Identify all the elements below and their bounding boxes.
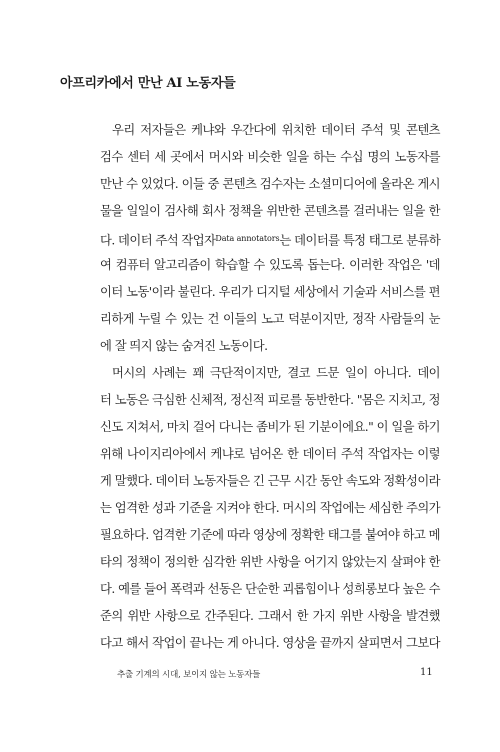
paragraph-1-line-1: 우리 저자들은 케냐와 우간다에 위치한 데이터 주석 및 콘텐츠 <box>112 123 440 137</box>
paragraph-2-line-6: 는 엄격한 성과 기준을 지켜야 한다. 머시의 작업에는 세심한 주의가 <box>100 501 440 515</box>
section-heading: 아프리카에서 만난 AI 노동자들 <box>60 76 236 91</box>
line-5-text-before: 다. 데이터 주석 작업자 <box>100 233 216 248</box>
paragraph-1-line-4: 물을 일일이 검사해 회사 정책을 위반한 콘텐츠를 걸러내는 일을 한 <box>100 204 440 218</box>
paragraph-2-line-1: 머시의 사례는 꽤 극단적이지만, 결코 드문 일이 아니다. 데이 <box>112 366 440 380</box>
paragraph-2-line-8: 타의 정책이 정의한 심각한 위반 사항을 어기지 않았는지 살펴야 한 <box>100 555 440 569</box>
paragraph-1-line-8: 리하게 누릴 수 있는 건 이들의 노고 덕분이지만, 정작 사람들의 눈 <box>100 312 440 326</box>
body-text <box>100 117 440 657</box>
paragraph-2-line-9: 다. 예를 들어 폭력과 선동은 단순한 괴롭힘이나 성희롱보다 높은 수 <box>100 582 440 596</box>
superscript-gloss: Data annotators <box>215 234 280 243</box>
page-number: 11 <box>420 667 433 678</box>
paragraph-1-line-3: 만난 수 있었다. 이들 중 콘텐츠 검수자는 소셜미디어에 올라온 게시 <box>100 177 440 191</box>
paragraph-1-line-5 <box>100 225 440 252</box>
paragraph-2-line-10: 준의 위반 사항으로 간주된다. 그래서 한 가지 위반 사항을 발견했 <box>100 609 440 623</box>
paragraph-2-line-7: 필요하다. 엄격한 기준에 따라 영상에 정확한 태그를 붙여야 하고 메 <box>100 528 440 542</box>
paragraph-1-line-6: 여 컴퓨터 알고리즘이 학습할 수 있도록 돕는다. 이러한 작업은 '데 <box>100 258 440 272</box>
paragraph-2-line-11: 다고 해서 작업이 끝나는 게 아니다. 영상을 끝까지 살피면서 그보다 <box>100 636 440 650</box>
paragraph-2-line-4: 위해 나이지리아에서 케냐로 넘어온 한 데이터 주석 작업자는 이렇 <box>100 447 440 461</box>
paragraph-2-line-3: 신도 지쳐서, 마치 걸어 다니는 좀비가 된 기분이에요." 이 일을 하기 <box>100 420 440 434</box>
running-footer-title: 추출 기계의 시대, 보이지 않는 노동자들 <box>117 670 261 680</box>
paragraph-1-line-7: 이터 노동'이라 불린다. 우리가 디지털 세상에서 기술과 서비스를 편 <box>100 285 440 299</box>
line-5-text-after: 는 데이터를 특정 태그로 분류하 <box>279 233 441 248</box>
paragraph-1-line-9: 에 잘 띄지 않는 숨겨진 노동이다. <box>100 339 268 353</box>
paragraph-1-line-2: 검수 센터 세 곳에서 머시와 비슷한 일을 하는 수십 명의 노동자를 <box>100 150 440 164</box>
paragraph-2-line-5: 게 말했다. 데이터 노동자들은 긴 근무 시간 동안 속도와 정확성이라 <box>100 474 440 488</box>
paragraph-2-line-2: 터 노동은 극심한 신체적, 정신적 피로를 동반한다. "몸은 지치고, 정 <box>100 393 440 407</box>
